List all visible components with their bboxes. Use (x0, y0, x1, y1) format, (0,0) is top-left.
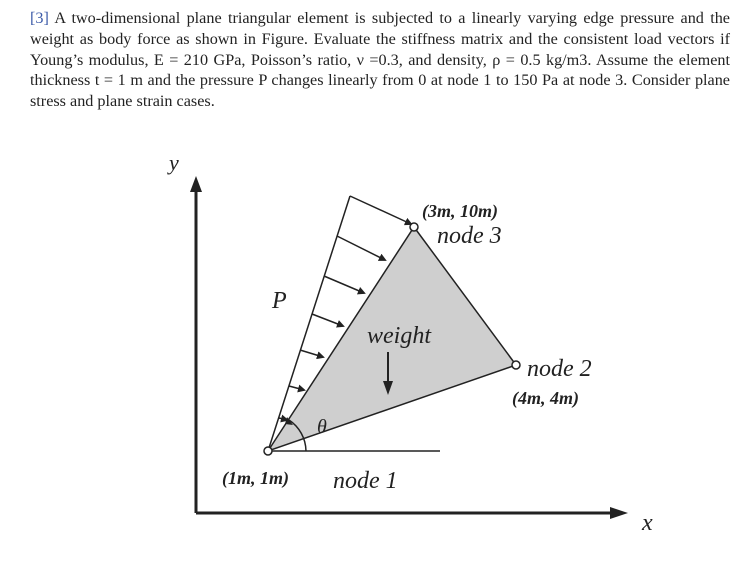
node-2-label: node 2 (527, 356, 592, 382)
node-2-coordinates: (4m, 4m) (512, 388, 579, 408)
pressure-arrow (300, 350, 323, 357)
pressure-top-arrow (350, 196, 411, 224)
y-axis-arrowhead (190, 176, 202, 192)
pressure-arrow (324, 276, 364, 293)
node-1-label: node 1 (333, 468, 398, 494)
question-number: [3] (30, 9, 49, 27)
y-axis-label: y (169, 150, 179, 175)
node-1-marker (264, 447, 272, 455)
node-3-coordinates: (3m, 10m) (422, 201, 498, 221)
node-3-marker (410, 223, 418, 231)
pressure-arrow (337, 236, 385, 260)
node-1-coordinates: (1m, 1m) (222, 468, 289, 488)
pressure-arrow (289, 386, 304, 390)
node-2-marker (512, 361, 520, 369)
x-axis-arrowhead (610, 507, 628, 519)
pressure-label: P (272, 288, 287, 314)
weight-label: weight (367, 323, 431, 349)
angle-label: θ (317, 416, 327, 438)
node-3-label: node 3 (437, 223, 502, 249)
pressure-arrow (279, 418, 287, 420)
problem-text: A two-dimensional plane triangular element is subjected to a linearly varying edge pressure and the weight as body force as shown in Figure. Evaluate the stiffness matrix and the consistent load vectors if Young’s modulus, E = 210 GPa, Poisson’s ratio, ν =0.3, and density, ρ = 0.5 kg/m3. Assume the element thickness t = 1 m and the pressure P changes linearly from 0 at node 1 to 150 Pa at node 3. Consider plane stress and plane strain cases. (30, 9, 730, 111)
x-axis-label: x (642, 510, 653, 536)
pressure-arrow (312, 314, 343, 326)
